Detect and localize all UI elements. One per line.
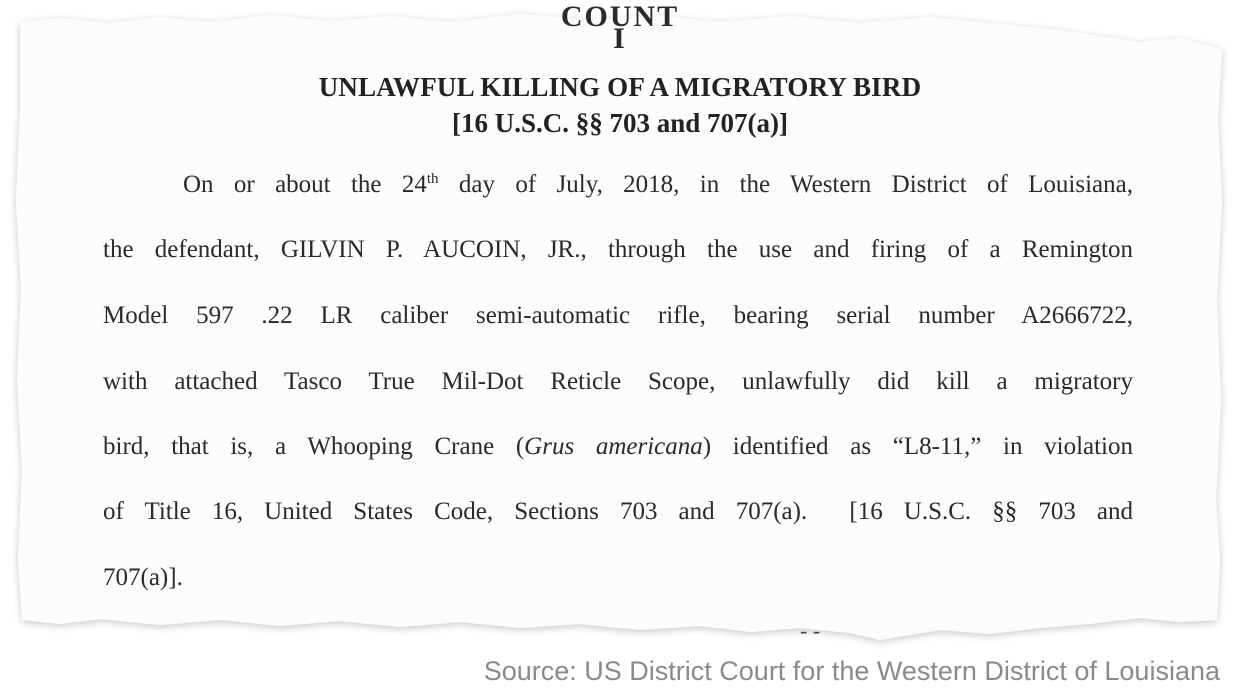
paragraph-line-3: Model 597 .22 LR caliber semi-automatic rifle, bearing serial number A2666722, (103, 302, 1133, 329)
paragraph-line-2: the defendant, GILVIN P. AUCOIN, JR., through the use and firing of a Remington (103, 236, 1133, 263)
source-credit: Source: US District Court for the Western District of Louisiana (483, 656, 1220, 686)
paragraph-line-4: with attached Tasco True Mil-Dot Reticle Scope, unlawfully did kill a migratory (103, 368, 1133, 395)
species-name: Grus americana (524, 433, 703, 460)
paragraph-line-1: On or about the 24th day of July, 2018, in the Western District of Louisiana, (183, 171, 1133, 198)
cut-off-footer-fragment: - - (800, 618, 821, 643)
ordinal-suffix: th (426, 171, 439, 187)
paragraph-line-6: of Title 16, United States Code, Sections 703 and 707(a). [16 U.S.C. §§ 703 and (103, 498, 1133, 525)
paragraph-line-5: bird, that is, a Whooping Crane (Grus americana) identified as “L8-11,” in violation (103, 433, 1133, 460)
statute-citation: [16 U.S.C. §§ 703 and 707(a)] (451, 108, 788, 138)
cut-off-count-heading: COUNT I (560, 0, 680, 55)
document-title: UNLAWFUL KILLING OF A MIGRATORY BIRD (318, 72, 922, 102)
paragraph-line-7: 707(a)]. (103, 564, 183, 591)
